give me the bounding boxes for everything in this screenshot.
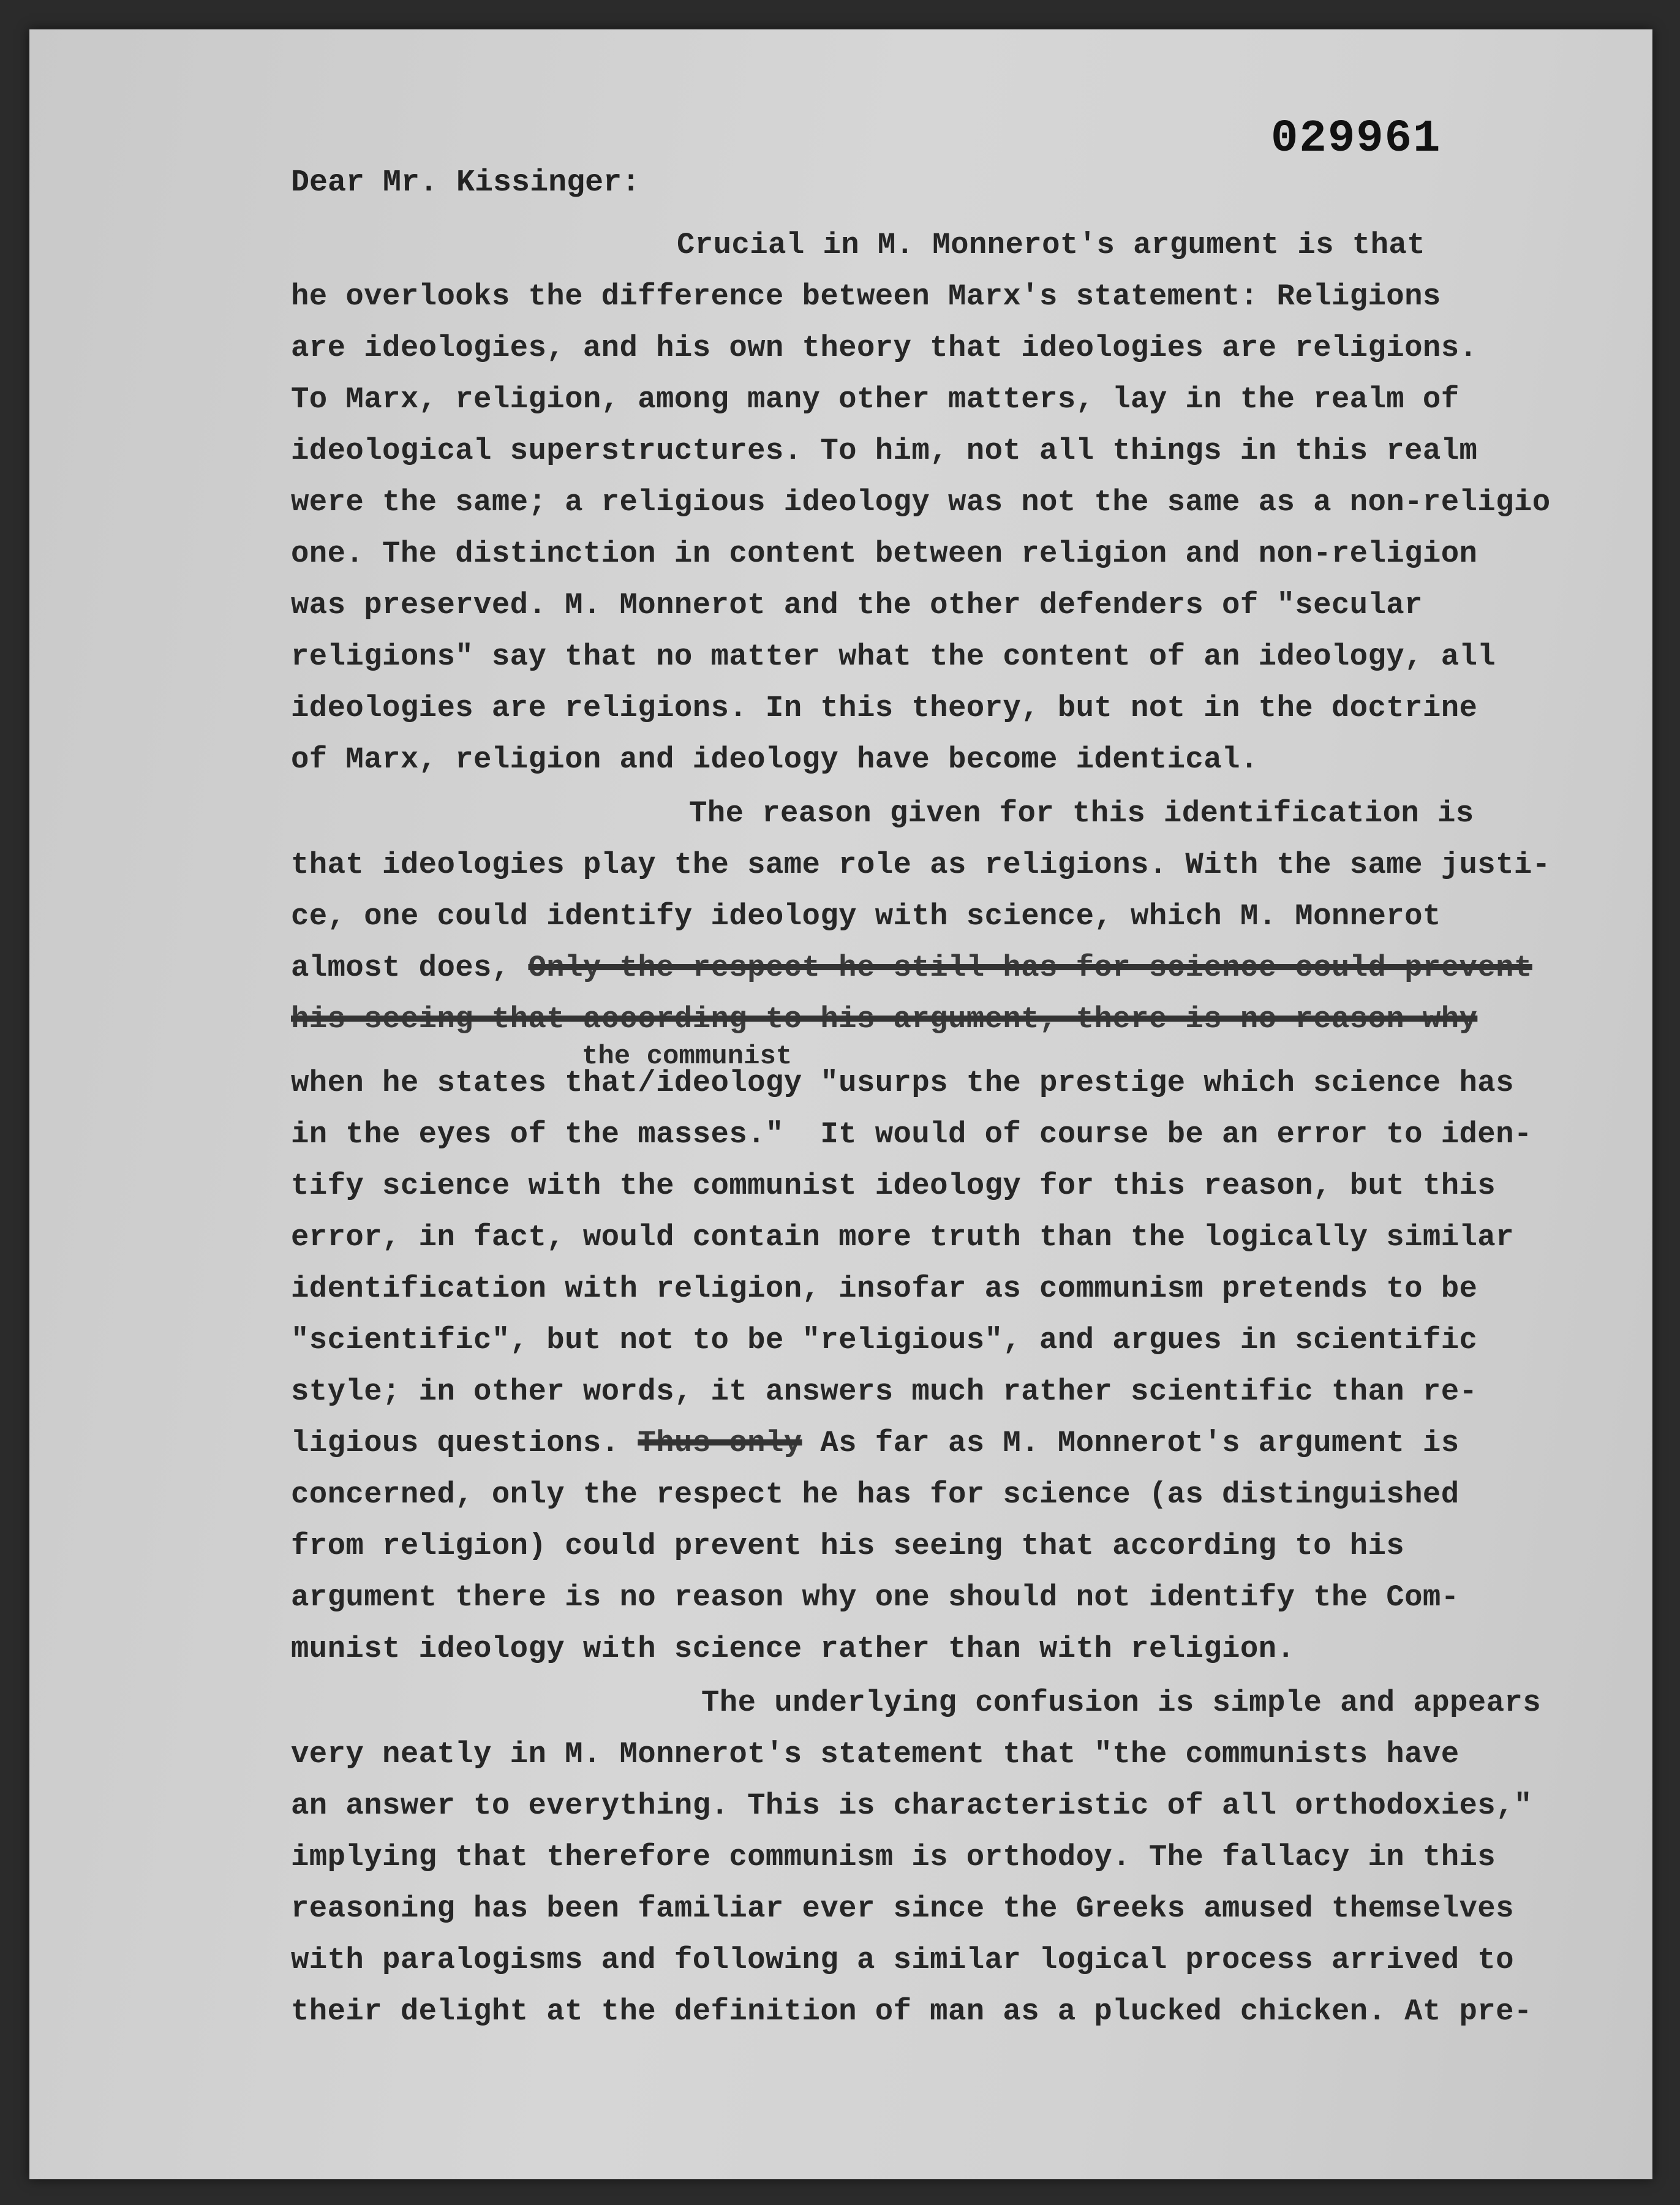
text-line: style; in other words, it answers much rather scientific than re-	[291, 1374, 1478, 1409]
text-line: their delight at the definition of man as a plucked chicken. At pre-	[291, 1994, 1532, 2029]
text-line: munist ideology with science rather than with religion.	[291, 1632, 1295, 1666]
text-fragment: ligious questions.	[291, 1426, 620, 1460]
text-line: error, in fact, would contain more truth than the logically similar	[291, 1220, 1514, 1254]
text-line: ideologies are religions. In this theory, but not in the doctrine	[291, 691, 1478, 725]
text-line: "scientific", but not to be "religious", and argues in scientific	[291, 1323, 1478, 1357]
text-line: tify science with the communist ideology for this reason, but this	[291, 1169, 1496, 1203]
text-line: reasoning has been familiar ever since the Greeks amused themselves	[291, 1891, 1514, 1926]
text-fragment: As far as M. Monnerot's argument is	[802, 1426, 1460, 1460]
text-line: with paralogisms and following a similar logical process arrived to	[291, 1943, 1514, 1977]
text-line: ce, one could identify ideology with science, which M. Monnerot	[291, 899, 1441, 933]
text-line: of Marx, religion and ideology have become identical.	[291, 742, 1259, 777]
struck-out-line: his seeing that according to his argument, there is no reason why	[291, 1002, 1478, 1036]
text-line: he overlooks the difference between Marx's statement: Religions	[291, 279, 1441, 314]
text-line: identification with religion, insofar as communism pretends to be	[291, 1272, 1478, 1306]
text-line: Crucial in M. Monnerot's argument is that	[677, 228, 1425, 262]
text-line	[291, 951, 1532, 985]
text-line: To Marx, religion, among many other matters, lay in the realm of	[291, 382, 1460, 417]
text-line: The reason given for this identification is	[689, 796, 1474, 831]
handwritten-insertion: the communist	[582, 1041, 793, 1072]
text-line: are ideologies, and his own theory that ideologies are religions.	[291, 331, 1478, 365]
text-line: that ideologies play the same role as religions. With the same justi-	[291, 848, 1551, 882]
text-line: The underlying confusion is simple and appears	[701, 1686, 1542, 1720]
text-line: concerned, only the respect he has for science (as distinguished	[291, 1477, 1460, 1512]
text-line: were the same; a religious ideology was not the same as a non-religio	[291, 485, 1551, 519]
struck-out-text: Thus only	[638, 1426, 802, 1460]
struck-out-text: Only the respect he still has for science could prevent	[528, 951, 1532, 985]
salutation: Dear Mr. Kissinger:	[291, 165, 641, 200]
text-line: very neatly in M. Monnerot's statement that "the communists have	[291, 1737, 1460, 1771]
text-line: when he states that/ideology "usurps the prestige which science has	[291, 1066, 1514, 1100]
document-number: 029961	[1271, 113, 1442, 165]
text-line: implying that therefore communism is orthodoy. The fallacy in this	[291, 1840, 1496, 1874]
text-line	[291, 1426, 1460, 1460]
text-line: was preserved. M. Monnerot and the other defenders of "secular	[291, 588, 1423, 622]
text-line: from religion) could prevent his seeing that according to his	[291, 1529, 1405, 1563]
text-line: an answer to everything. This is characteristic of all orthodoxies,"	[291, 1789, 1532, 1823]
text-line: one. The distinction in content between religion and non-religion	[291, 537, 1478, 571]
text-line: in the eyes of the masses." It would of course be an error to iden-	[291, 1117, 1532, 1152]
text-line: argument there is no reason why one should not identify the Com-	[291, 1580, 1460, 1615]
text-line: ideological superstructures. To him, not all things in this realm	[291, 434, 1478, 468]
text-fragment: almost does,	[291, 951, 510, 985]
text-line: religions" say that no matter what the content of an ideology, all	[291, 639, 1496, 674]
